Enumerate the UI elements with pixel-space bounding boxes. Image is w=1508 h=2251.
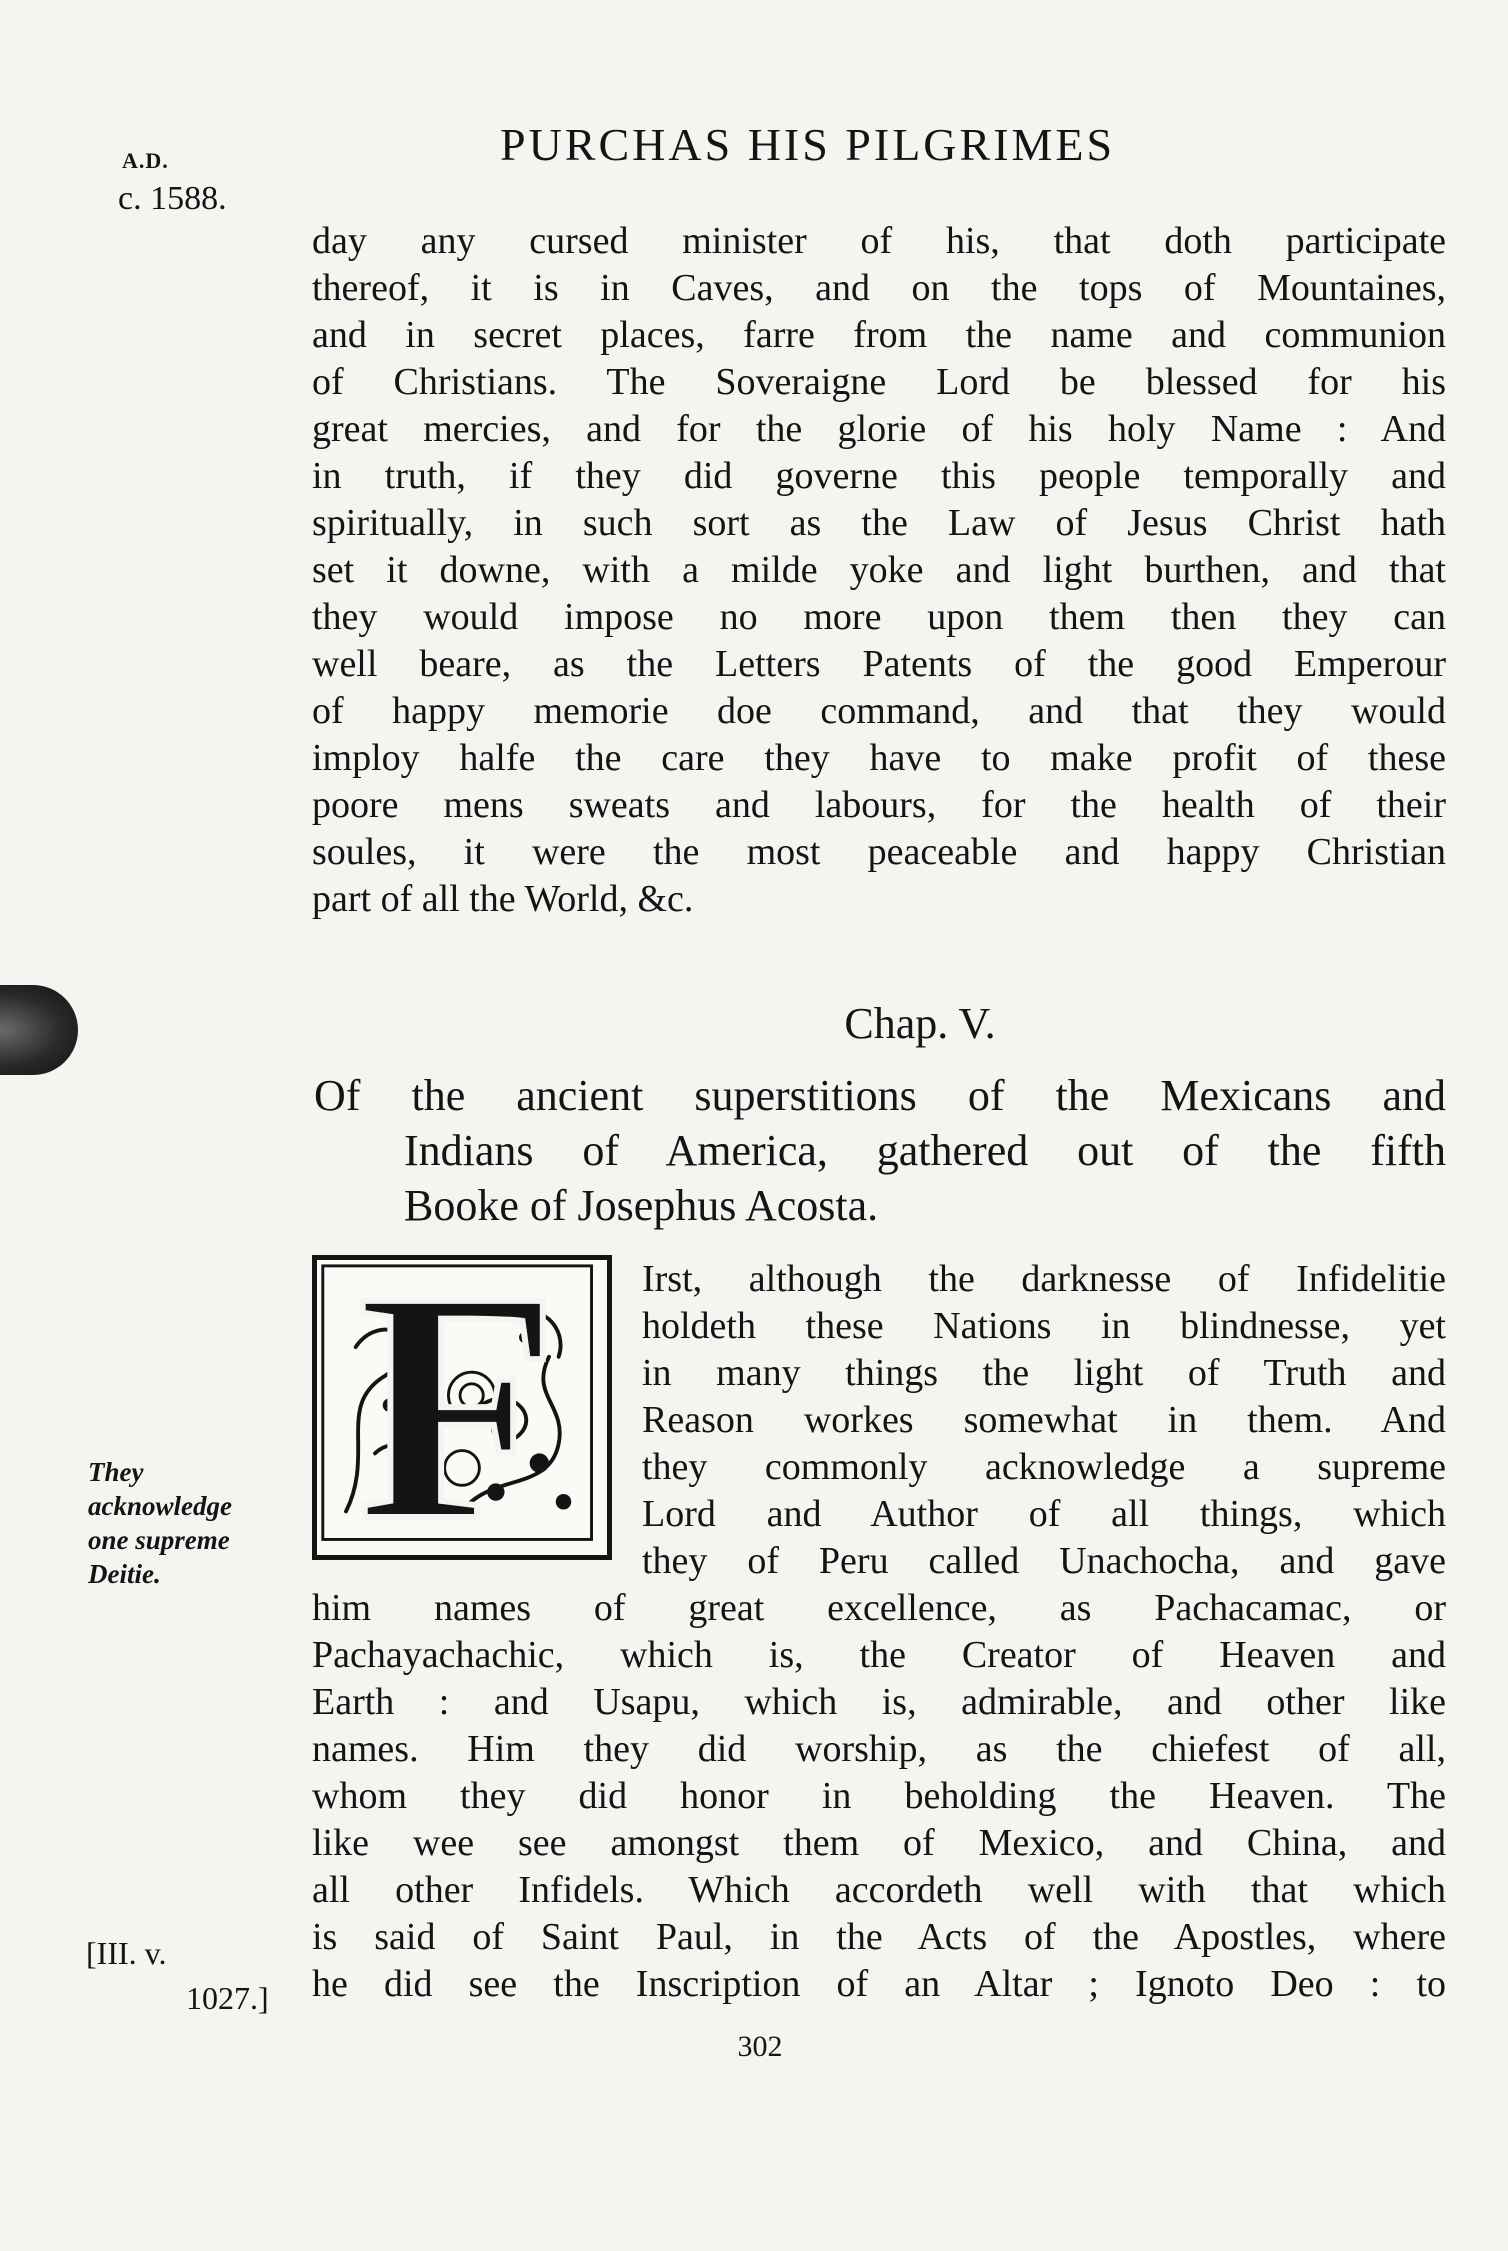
sidenote-line: one supreme <box>88 1525 230 1555</box>
text-line: of happy memorie doe command, and that they would <box>312 690 1446 732</box>
sidenote-line: They <box>88 1457 144 1487</box>
chapter-heading: Chap. V. <box>844 999 996 1048</box>
running-title: PURCHAS HIS PILGRIMES <box>500 119 1116 170</box>
text-line: part of all the World, &c. <box>312 878 694 920</box>
text-line: is said of Saint Paul, in the Acts of the Apostles, where <box>312 1916 1446 1958</box>
text-line: Earth : and Usapu, which is, admirable, and other like <box>312 1681 1446 1723</box>
margin-reference-volume: [III. v. <box>86 1935 167 1971</box>
text-line: Pachayachachic, which is, the Creator of Heaven and <box>312 1634 1446 1676</box>
text-line: he did see the Inscription of an Altar ; Ignoto Deo : to <box>312 1963 1446 2005</box>
text-line: great mercies, and for the glorie of his holy Name : And <box>312 408 1446 450</box>
text-line: thereof, it is in Caves, and on the tops of Mountaines, <box>312 267 1446 309</box>
thumb-shadow <box>0 985 78 1075</box>
text-line: Reason workes somewhat in them. And <box>642 1399 1446 1441</box>
subtitle-line: Indians of America, gathered out of the fifth <box>404 1126 1446 1175</box>
margin-ad: A.D. <box>122 148 169 173</box>
text-line: of Christians. The Soveraigne Lord be blessed for his <box>312 361 1446 403</box>
text-line: well beare, as the Letters Patents of the good Emperour <box>312 643 1446 685</box>
text-line: soules, it were the most peaceable and happy Christian <box>312 831 1446 873</box>
text-line: all other Infidels. Which accordeth well with that which <box>312 1869 1446 1911</box>
text-line: whom they did honor in beholding the Heaven. The <box>312 1775 1446 1817</box>
margin-reference-page: 1027.] <box>186 1980 269 2016</box>
subtitle-line: Of the ancient superstitions of the Mexicans and <box>314 1071 1446 1120</box>
text-line: day any cursed minister of his, that doth participate <box>312 220 1446 262</box>
text-line: holdeth these Nations in blindnesse, yet <box>642 1305 1446 1347</box>
decorated-initial <box>312 1224 612 1589</box>
text-line: names. Him they did worship, as the chiefest of all, <box>312 1728 1446 1770</box>
text-line: him names of great excellence, as Pachacamac, or <box>312 1587 1446 1629</box>
margin-year: c. 1588. <box>118 180 227 217</box>
text-line: they commonly acknowledge a supreme <box>642 1446 1446 1488</box>
subtitle-line: Booke of Josephus Acosta. <box>404 1181 879 1230</box>
text-line: spiritually, in such sort as the Law of Jesus Christ hath <box>312 502 1446 544</box>
text-line: and in secret places, farre from the name and communion <box>312 314 1446 356</box>
text-line: in truth, if they did governe this people temporally and <box>312 455 1446 497</box>
drop-cap-letter: F <box>357 1224 559 1589</box>
text-line: like wee see amongst them of Mexico, and China, and <box>312 1822 1446 1864</box>
text-line: they would impose no more upon them then they can <box>312 596 1446 638</box>
text-line: in many things the light of Truth and <box>642 1352 1446 1394</box>
text-line: set it downe, with a milde yoke and light burthen, and that <box>312 549 1446 591</box>
page-number: 302 <box>737 2030 783 2063</box>
margin-sidenote <box>88 1455 268 1591</box>
text-line: Irst, although the darknesse of Infidelitie <box>642 1258 1446 1300</box>
sidenote-line: Deitie. <box>88 1559 161 1589</box>
text-line: they of Peru called Unachocha, and gave <box>642 1540 1446 1582</box>
text-line: poore mens sweats and labours, for the health of their <box>312 784 1446 826</box>
text-line: Lord and Author of all things, which <box>642 1493 1446 1535</box>
sidenote-line: acknowledge <box>88 1491 232 1521</box>
text-line: imploy halfe the care they have to make profit of these <box>312 737 1446 779</box>
